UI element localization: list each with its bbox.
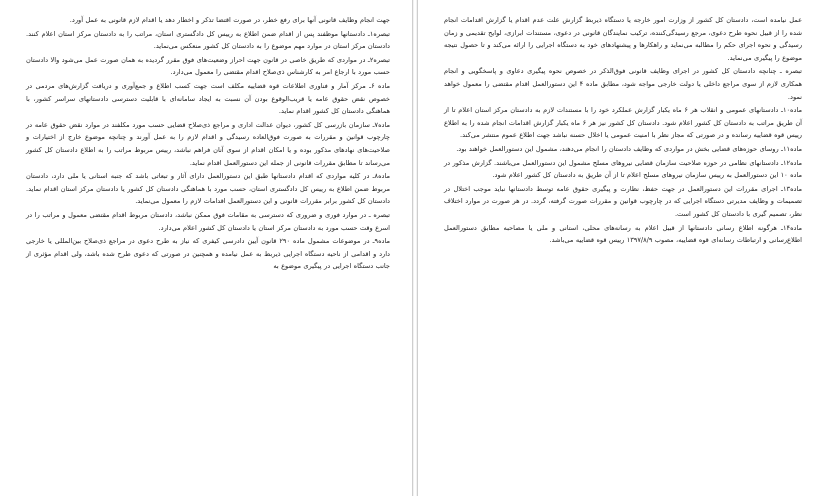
right-page — [418, 0, 830, 496]
left-page-paragraph-4: ماده ۶ـ مرکز آمار و فناوری اطلاعات قوه قضاییه مکلف است جهت کسب اطلاع و جمع‌آوری و دریافت گزارش‌های مردمی در خصوص نقض حقوق عامه یا قریب‌الوقوع بودن آن نسبت به ایجاد سامانه‌ای با قابلیت دسترسی دادستانهای سراسر کشور، با هماهنگی دادستان کل کشور اقدام نماید. — [26, 81, 390, 116]
right-page-paragraph-3: ماده۱۰ـ دادستانهای عمومی و انقلاب هر ۶ ماه یکبار گزارش عملکرد خود را با مستندات لازم به دادستان مرکز استان اعلام تا از آن طریق مراتب به دادستان کل کشور اعلام شود. دادستان کل کشور نیز هر ۶ ماه یکبار گزارش اقدامات انجام شده را به اطلاع رییس قوه قضاییه رسانده و در صورتی که مجاز نظر با امنیت عمومی یا اخلال حسنه نباشد جهت اطلاع عموم منتشر می‌کند. — [444, 106, 802, 140]
left-page-paragraph-5: ماده۷ـ سازمان بازرسی کل کشور، دیوان عدالت اداری و مراجع ذی‌صلاح قضایی حسب مورد مکلفند در موارد نقض حقوق عامه در چارچوب قوانین و مقررات به صورت فوق‌العاده رسیدگی و اقدام لازم را به عمل آورند و چنانچه موضوع خارج از اختیارات و صلاحیت‌های نهادهای مذکور بوده و یا امکان اقدام از سوی آنان فراهم نباشد، رییس مربوط مراتب را به اطلاع دادستان کل کشور می‌رساند تا مطابق مقررات قانونی از جمله این دستورالعمل اقدام نماید. — [26, 120, 390, 167]
left-page-paragraph-2: تبصره۱ـ دادستانها موظفند پس از اقدام ضمن اطلاع به رییس کل دادگستری استان، مراتب را به دادستان مرکز استان اعلام کنند. دادستان مرکز استان در موارد مهم موضوع را به دادستان کل کشور منعکس می‌نماید. — [26, 29, 390, 51]
right-page-paragraph-4: ماده۱۱ـ روسای حوزه‌های قضایی بخش در مواردی که وظایف دادستان را انجام می‌دهند، مشمول این دستورالعمل خواهند بود. — [456, 144, 802, 153]
left-page-paragraph-3: تبصره۲ـ در مواردی که طریق خاصی در قانون جهت احراز وضعیت‌های فوق مقرر گردیده به همان صورت عمل می‌شود والا دادستان حسب مورد با ارجاع امر به کارشناس ذی‌صلاح اقدام مقتضی را معمول می‌دارد. — [26, 55, 390, 77]
right-page-paragraph-2: تبصره ـ چنانچه دادستان کل کشور در اجرای وظایف قانونی فوق‌الذکر در خصوص نحوه پیگیری دعاوی و پاسخگویی و انجام همکاری لازم از سوی مراجع داخلی یا دولت خارجی مواجه شود، مطابق ماده ۴ این دستورالعمل اقدام مقتضی را معمول خواهد نمود. — [444, 67, 803, 101]
right-page-paragraph-7: ماده۱۴ـ هرگونه اطلاع رسانی دادستانها از قبیل اعلام به رسانه‌های محلی، استانی و ملی یا مصاحبه مطابق دستورالعمل اطلاع‌رسانی و ارتباطات رسانه‌ای قوه قضاییه، مصوب ۱۳۹۷/۸/۹ رییس قوه قضاییه می‌باشد. — [444, 223, 802, 245]
right-page-paragraph-6: ماده۱۳ـ اجرای مقررات این دستورالعمل در جهت حفظ، نظارت و پیگیری حقوق عامه توسط دادستانها نباید موجب اختلال در تصمیمات و وظایف مدیرتی دستگاه اجرایی که در چارچوب قوانین و مقررات صورت گرفته، گردد. در هر صورت در موارد اختلاف نظر، تصمیم گیری با دادستان کل کشور است. — [444, 184, 802, 218]
left-page-paragraph-6: ماده۸ـ در کلیه مواردی که اقدام دادستانها طبق این دستورالعمل دارای آثار و تبعاتی باشد که جنبه استانی یا ملی دارد، دادستان مربوط ضمن اطلاع به رییس کل دادگستری استان، حسب مورد با هماهنگی دادستان کل کشور یا دادستان مرکز استان اقدام نماید. دادستان کل کشور برابر مقررات قانونی و این دستورالعمل اقدامات لازم را معمول می‌نماید. — [26, 172, 390, 206]
right-page-paragraph-5: ماده۱۲ـ دادستانهای نظامی در حوزه صلاحیت سازمان قضایی نیروهای مسلح مشمول این دستورالعمل می‌باشند. گزارش مذکور در ماده ۱۰ این دستورالعمل به رییس سازمان نیروهای مسلح اعلام تا از آن طریق به دادستان کل کشور اعلام شود. — [444, 158, 802, 180]
left-page-paragraph-7: تبصره ـ در موارد فوری و ضروری که دسترسی به مقامات فوق ممکن نباشد، دادستان مربوط اقدام مقتضی معمول و مراتب را در اسرع وقت حسب مورد به دادستان مرکز استان یا دادستان کل کشور اعلام می‌دارد. — [26, 210, 390, 232]
left-page — [0, 0, 412, 496]
right-page-paragraph-1: عمل نیامده است، دادستان کل کشور از وزارت امور خارجه یا دستگاه ذیربط گزارش علت عدم اقدام یا گزارش اقدامات انجام شده را از قبیل نحوه طرح دعوی، مرجع رسیدگی‌کننده، ترکیب نمایندگان قانونی در دعوی، مستندات ابرازی، لوایح تقدیمی و زمان رسیدگی و نحوه اجرای حکم را مطالبه می‌نماید و راهکارها و پیشنهادهای خود به دستگاه اجرایی را ارائه می‌کند و تا حصول نتیجه موضوع را پیگیری می‌نماید. — [444, 16, 802, 62]
left-page-paragraph-1: جهت انجام وظایف قانونی آنها برای رفع خطر، در صورت اقتضا تذکر و اخطار دهد یا اقدام لازم قانونی به عمل آورد. — [69, 16, 390, 24]
left-page-paragraph-8: ماده۹ـ در موضوعات مشمول ماده ۲۹۰ قانون آیین دادرسی کیفری که نیاز به طرح دعوی در مراجع ذی‌صلاح بین‌المللی یا خارجی دارد و اقدامی از ناحیه دستگاه اجرایی ذیربط به عمل نیامده و همچنین در صورتی که دعوی طرح شده باشد، ولی اقدام مؤثری از جانب دستگاه اجرایی در پیگیری موضوع به — [26, 237, 390, 271]
